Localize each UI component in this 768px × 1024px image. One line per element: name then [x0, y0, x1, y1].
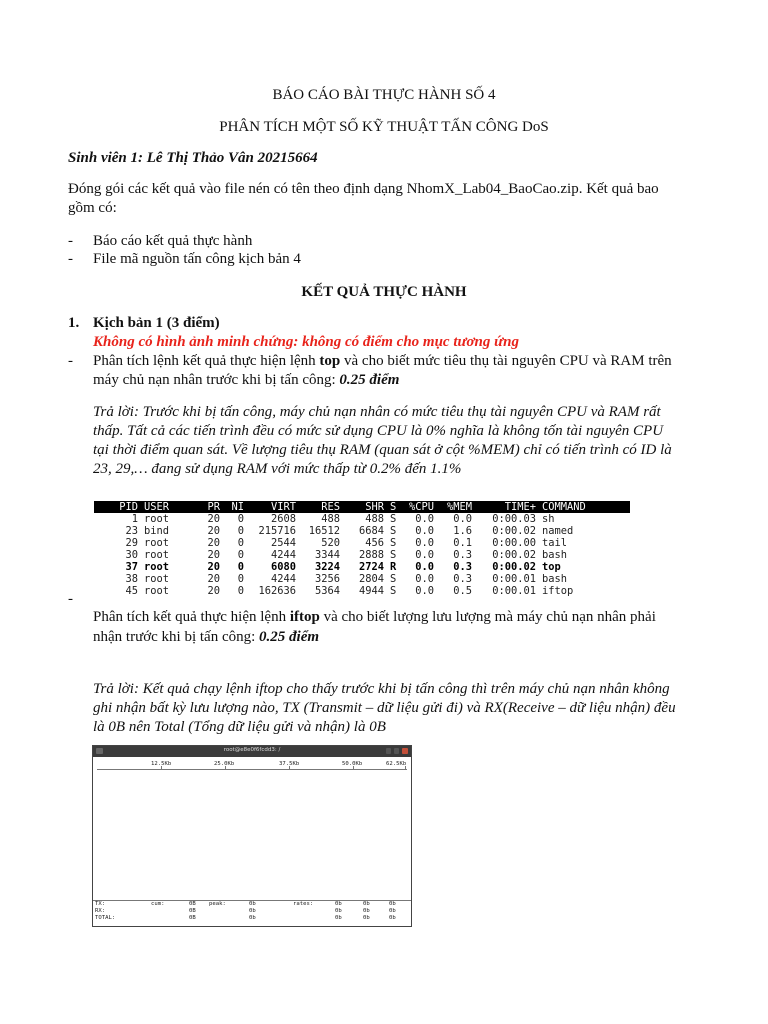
- iftop-total-row: [93, 908, 411, 915]
- scale-tick: [225, 766, 226, 770]
- process-cell: 1: [131, 513, 138, 525]
- process-cell: 3344: [314, 549, 340, 561]
- task1-text: và cho biết mức tiêu thụ tài nguyên CPU và RAM trên: [340, 353, 672, 369]
- iftop-cum: 0B: [189, 901, 196, 907]
- maximize-icon: [394, 748, 399, 754]
- report-subtitle: PHÂN TÍCH MỘT SỐ KỸ THUẬT TẤN CÔNG DoS: [219, 119, 549, 135]
- process-cell: 16512: [308, 525, 340, 537]
- iftop-total-row: [93, 915, 411, 922]
- process-cell: 2608: [270, 513, 296, 525]
- iftop-output-screenshot: [92, 745, 412, 927]
- task2-line-2: [93, 629, 319, 646]
- answer2-line: Trả lời: Kết quả chạy lệnh iftop cho thấy trước khi bị tấn công thì trên máy chủ nạn nhân không: [93, 681, 670, 697]
- process-cell: named: [542, 525, 574, 537]
- process-cell: 6684: [358, 525, 384, 537]
- process-cell: 0.3: [453, 573, 472, 585]
- process-cell: 4244: [270, 573, 296, 585]
- col-header: NI: [231, 501, 244, 513]
- command-top: top: [319, 353, 341, 369]
- scale-label: 50.0Kb: [342, 761, 363, 767]
- iftop-totals: [93, 900, 411, 922]
- process-row: [94, 525, 630, 537]
- iftop-label: TX:: [95, 901, 106, 907]
- command-iftop: iftop: [289, 609, 320, 625]
- col-header: COMMAND: [542, 501, 586, 513]
- process-cell: 0:00.02: [492, 525, 536, 537]
- process-cell: 20: [207, 561, 220, 573]
- process-cell: 162636: [258, 585, 296, 597]
- iftop-label: TOTAL:: [95, 915, 116, 921]
- process-cell: 456: [365, 537, 384, 549]
- scale-rule: [97, 769, 407, 770]
- process-cell: 215716: [258, 525, 296, 537]
- col-header: SHR: [365, 501, 384, 513]
- iftop-r2: 0b: [363, 908, 370, 914]
- iftop-peak-label: peak:: [209, 901, 226, 907]
- evidence-warning: Không có hình ảnh minh chứng: không có điểm cho mục tương ứng: [93, 334, 519, 350]
- process-cell: 37: [125, 561, 138, 573]
- task1-text: máy chủ nạn nhân trước khi bị tấn công:: [93, 372, 340, 388]
- iftop-peak: 0b: [249, 915, 256, 921]
- process-cell: 0: [237, 585, 244, 597]
- process-cell: 0: [237, 513, 244, 525]
- process-cell: 520: [321, 537, 340, 549]
- process-cell: 38: [125, 573, 138, 585]
- scenario-heading: Kịch bản 1 (3 điểm): [93, 315, 220, 331]
- process-cell: 4944: [358, 585, 384, 597]
- process-row: [94, 561, 630, 573]
- process-cell: 0.1: [453, 537, 472, 549]
- process-cell: 2804: [358, 573, 384, 585]
- process-cell: S: [390, 549, 397, 561]
- iftop-r1: 0b: [335, 908, 342, 914]
- process-cell: 0:00.01: [492, 573, 536, 585]
- process-cell: 6080: [270, 561, 296, 573]
- process-cell: 20: [207, 549, 220, 561]
- process-cell: 20: [207, 525, 220, 537]
- terminal-title: root@e8e0f6fcdd3: /: [223, 747, 281, 753]
- bullet-dash: -: [68, 251, 73, 267]
- process-cell: 0:00.03: [492, 513, 536, 525]
- col-header: TIME+: [504, 501, 536, 513]
- process-cell: root: [144, 585, 170, 597]
- iftop-cum: 0B: [189, 908, 196, 914]
- task2-line-1: [93, 609, 656, 626]
- iftop-rates-label: rates:: [293, 901, 314, 907]
- task2-text: nhận trước khi bị tấn công:: [93, 629, 260, 645]
- process-cell: 0:00.02: [492, 549, 536, 561]
- process-cell: 0:00.01: [492, 585, 536, 597]
- scale-label: 25.0Kb: [214, 761, 235, 767]
- process-cell: 20: [207, 573, 220, 585]
- process-cell: bash: [542, 573, 568, 585]
- process-cell: 2544: [270, 537, 296, 549]
- answer1-line: Trả lời: Trước khi bị tấn công, máy chủ nạn nhân có mức tiêu thụ tài nguyên CPU và RAM rất: [93, 404, 661, 420]
- process-cell: 2888: [358, 549, 384, 561]
- process-cell: 0:00.02: [492, 561, 536, 573]
- process-cell: root: [144, 513, 170, 525]
- process-cell: 0.0: [415, 525, 434, 537]
- process-cell: 20: [207, 537, 220, 549]
- process-row: [94, 549, 630, 561]
- task1-line-1: [93, 353, 672, 370]
- process-cell: S: [390, 573, 397, 585]
- iftop-total-row: [93, 901, 411, 908]
- minimize-icon: [386, 748, 391, 754]
- process-cell: top: [542, 561, 561, 573]
- iftop-r1: 0b: [335, 901, 342, 907]
- iftop-scale: [93, 761, 411, 773]
- answer1-line: thấp. Tất cả các tiến trình đều có mức sử dụng CPU là 0% nghĩa là không tốn tài nguyên CPU: [93, 423, 664, 439]
- answer1-line: tại thời điểm quan sát. Về lượng tiêu thụ RAM (quan sát ở cột %MEM) chỉ có tiến trình có ID là: [93, 442, 672, 458]
- task-dash: -: [68, 353, 73, 369]
- answer2-line: là 0B nên Total (Tổng dữ liệu gửi và nhận) là 0B: [93, 719, 386, 735]
- scale-tick: [405, 766, 406, 770]
- col-header: VIRT: [270, 501, 296, 513]
- task1-score: 0.25 điểm: [339, 372, 400, 388]
- process-row: [94, 585, 630, 597]
- process-cell: S: [390, 537, 397, 549]
- process-cell: bash: [542, 549, 568, 561]
- process-cell: 1.6: [453, 525, 472, 537]
- top-header-row: [94, 501, 630, 513]
- col-header: PR: [207, 501, 220, 513]
- process-cell: 0.3: [453, 549, 472, 561]
- process-cell: 30: [125, 549, 138, 561]
- task2-score: 0.25 điểm: [259, 629, 320, 645]
- process-cell: bind: [144, 525, 170, 537]
- process-cell: 0.5: [453, 585, 472, 597]
- process-row: [94, 513, 630, 525]
- process-cell: 0.0: [453, 513, 472, 525]
- process-cell: root: [144, 573, 170, 585]
- scale-label: 37.5Kb: [279, 761, 300, 767]
- process-cell: 3224: [314, 561, 340, 573]
- process-row: [94, 537, 630, 549]
- process-cell: 0.0: [415, 585, 434, 597]
- process-cell: 0: [237, 549, 244, 561]
- iftop-r1: 0b: [335, 915, 342, 921]
- process-cell: 0:00.00: [492, 537, 536, 549]
- scale-tick: [289, 766, 290, 770]
- col-header: PID: [119, 501, 138, 513]
- process-cell: tail: [542, 537, 568, 549]
- iftop-r2: 0b: [363, 901, 370, 907]
- iftop-peak: 0b: [249, 908, 256, 914]
- scale-tick: [161, 766, 162, 770]
- process-cell: S: [390, 585, 397, 597]
- task2-text: và cho biết lượng lưu lượng mà máy chủ nạn nhân phải: [319, 609, 656, 625]
- answer2-line: ghi nhận bất kỳ lưu lượng nào, TX (Transmit – dữ liệu gửi đi) và RX(Receive – dữ liệu nhận) đều: [93, 700, 676, 716]
- process-cell: iftop: [542, 585, 574, 597]
- process-cell: S: [390, 513, 397, 525]
- task1-text: Phân tích lệnh kết quả thực hiện lệnh: [93, 353, 320, 369]
- process-cell: 2724: [358, 561, 384, 573]
- task-dash: -: [68, 591, 73, 607]
- task1-line-2: [93, 372, 399, 389]
- student-name: Sinh viên 1: Lê Thị Thảo Vân 20215664: [68, 150, 318, 166]
- terminal-titlebar: [93, 746, 411, 757]
- process-cell: sh: [542, 513, 555, 525]
- col-header: %MEM: [446, 501, 472, 513]
- results-heading: KẾT QUẢ THỰC HÀNH: [301, 284, 467, 300]
- process-cell: root: [144, 549, 170, 561]
- process-cell: 0.0: [415, 573, 434, 585]
- process-cell: 0: [237, 525, 244, 537]
- process-cell: 0: [237, 573, 244, 585]
- iftop-r3: 0b: [389, 901, 396, 907]
- process-cell: R: [390, 561, 397, 573]
- process-cell: 20: [207, 513, 220, 525]
- scale-tick: [353, 766, 354, 770]
- col-header: S: [390, 501, 397, 513]
- process-cell: 45: [125, 585, 138, 597]
- process-cell: 0.0: [415, 549, 434, 561]
- answer1-line: 23, 29,… đang sử dụng RAM với mức thấp từ 0.2% đến 1.1%: [93, 461, 462, 477]
- close-icon: [402, 748, 408, 754]
- intro-line-2: gồm có:: [68, 200, 117, 216]
- process-cell: 0.0: [415, 513, 434, 525]
- bullet-dash: -: [68, 233, 73, 249]
- process-cell: 4244: [270, 549, 296, 561]
- intro-line-1: Đóng gói các kết quả vào file nén có tên theo định dạng NhomX_Lab04_BaoCao.zip. Kết quả bao: [68, 181, 659, 197]
- process-cell: root: [144, 561, 170, 573]
- scenario-number: 1.: [68, 315, 80, 331]
- process-cell: 5364: [314, 585, 340, 597]
- process-cell: S: [390, 525, 397, 537]
- iftop-peak: 0b: [249, 901, 256, 907]
- iftop-r3: 0b: [389, 908, 396, 914]
- process-cell: 0: [237, 537, 244, 549]
- iftop-cum-label: cum:: [151, 901, 165, 907]
- report-title: BÁO CÁO BÀI THỰC HÀNH SỐ 4: [272, 87, 496, 103]
- process-cell: 3256: [314, 573, 340, 585]
- process-row: [94, 573, 630, 585]
- process-cell: 29: [125, 537, 138, 549]
- process-cell: 0: [237, 561, 244, 573]
- iftop-cum: 0B: [189, 915, 196, 921]
- process-cell: 0.0: [415, 537, 434, 549]
- scale-label: 62.5Kb: [386, 761, 407, 767]
- iftop-label: RX:: [95, 908, 106, 914]
- process-cell: 0.0: [415, 561, 434, 573]
- process-cell: 20: [207, 585, 220, 597]
- col-header: RES: [321, 501, 340, 513]
- col-header: %CPU: [408, 501, 434, 513]
- process-cell: 488: [321, 513, 340, 525]
- scale-label: 12.5Kb: [151, 761, 172, 767]
- process-cell: 0.3: [453, 561, 472, 573]
- task2-text: Phân tích kết quả thực hiện lệnh: [93, 609, 290, 625]
- col-header: USER: [144, 501, 170, 513]
- top-output-screenshot: [94, 501, 630, 597]
- process-cell: root: [144, 537, 170, 549]
- process-cell: 488: [365, 513, 384, 525]
- iftop-r2: 0b: [363, 915, 370, 921]
- bullet-item: File mã nguồn tấn công kịch bản 4: [93, 251, 301, 267]
- iftop-r3: 0b: [389, 915, 396, 921]
- process-cell: 23: [125, 525, 138, 537]
- bullet-item: Báo cáo kết quả thực hành: [93, 233, 253, 249]
